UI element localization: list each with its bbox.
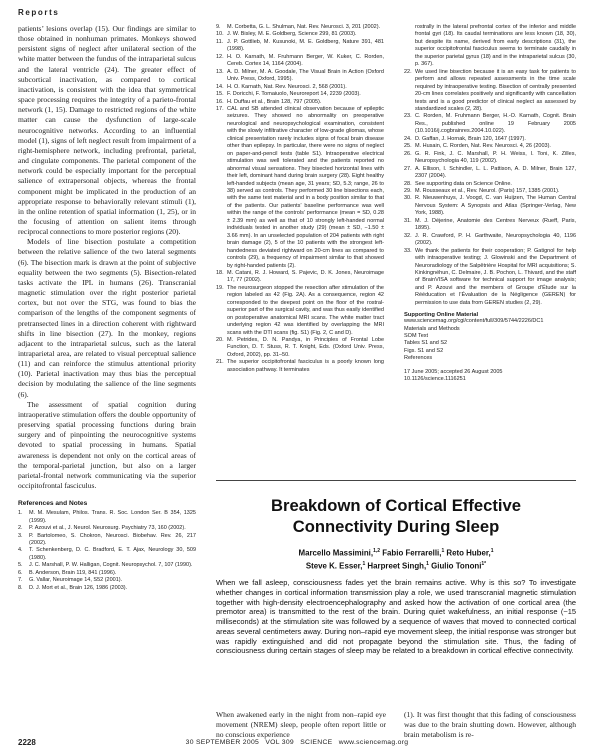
reference-text: G. R. Fink, J. C. Marshall, P. H. Weiss, I. Toni, K. Zilles, Neuropsychologia 40, 119 (2002). [415,150,576,165]
reference-number: 20. [216,337,224,344]
reference-number: 10. [216,31,224,38]
paragraph: (1). It was first thought that this fading of consciousness was due to the brain shutting down. However, although brain metabolism is re- [404,710,576,740]
reference-text: R. Nieuwenhuys, J. Voogd, C. van Huijzen, The Human Central Nervous System: A Synopsis and Atlas (Springer-Verlag, New York, 1988). [415,195,576,217]
reference-text: H. O. Karnath, Nat. Rev. Neurosci. 2, 568 (2001). [227,83,347,90]
reference-item [404,248,576,308]
middle-column [216,24,384,374]
author-name: Marcello Massimini, [298,548,374,558]
reference-text: CAL and SB attended clinical observation because of epileptic seizures. They showed no abnormality on preoperative neurological and neuropsychological examination, consistent with the slowly infiltrative character of low-grade gliomas, whose clinical presentation rarely includes signs of focal brain disease other than epilepsy. In particular, there were no signs of neglect on paper-and-pencil tests (table S1). Intraoperative electrical stimulation was well tolerated and the patients reported no abnormal visual sensations. They bisected horizontal lines with their left, dominant hand during brain surgery (28). Eight healthy left-handed subjects (mean age, 31 years; SD, 5.3; range, 26 to 38) served as controls. They performed 30 line bisections each, with the same test material and in a body position similar to that of the patients. Our patients’ baseline performance was well within the range of the controls’ performance (mean = SD, 0.28 ± 2.39 mm) as well as that of 10 strongly left-handed normal individuals tested in another study (29) (mean ± SD, −1.50 ± 3.66 mm). In an unselected population of 204 patients with right brain damage (2), 5 of the 10 patients with the strongest left-handedness deviated rightward on 20-cm lines as compared to controls (29), a frequency of impairment similar to that showed by right-handed patients (2). [227,105,384,269]
reference-number: 32. [404,232,412,239]
reference-item [216,39,384,54]
reference-number: 7. [18,577,23,584]
reference-number: 5. [18,562,23,569]
reference-text: J. P. Gottlieb, M. Kusunoki, M. E. Goldberg, Nature 391, 481 (1998). [227,38,384,53]
paragraph: When awakened early in the night from non–rapid eye movement (NREM) sleep, people often report little or no conscious experience [216,710,386,740]
reference-item [216,285,384,337]
author-name: Reto Huber, [444,548,491,558]
doi: 10.1126/science.1116251 [404,376,466,383]
title-line: Breakdown of Cortical Effective [271,496,521,515]
reference-text: J. W. Bisley, M. E. Goldberg, Science 299, 81 (2003). [227,31,357,38]
reference-number: 30. [404,195,412,202]
reference-item [216,31,384,38]
reference-item [216,270,384,285]
reference-number: 26. [404,150,412,157]
reference-number: 16. [216,98,224,105]
reference-item [216,84,384,91]
reference-text: M. Petrides, D. N. Pandya, in Principles of Frontal Lobe Function, D. T. Stuss, R. T. Knight, Eds. (Oxford Univ. Press, Oxford, 2002), pp. 31–50. [227,337,384,358]
received-info [404,369,576,384]
reference-number: 11. [216,38,224,45]
reference-number: 13. [216,68,224,75]
reference-text: M. M. Mesulam, Philos. Trans. R. Soc. London Ser. B 354, 1325 (1999). [29,510,196,524]
supporting-material-heading: Supporting Online Material [404,312,479,319]
reference-item [18,510,196,525]
author-name: Steve K. Esser, [305,561,363,571]
reference-text: M. Husain, C. Rorden, Nat. Rev. Neurosci. 4, 26 (2003). [415,143,551,150]
body-text [18,24,196,491]
reference-item [18,577,196,584]
reference-item [404,195,576,217]
paragraph: The assessment of spatial cognition during intraoperative stimulation offers the double opportunity of preserving spatial processing functions during brain surgery and of pinpointing the neurocognitive systems devoted to spatial processing in humans. Spatial awareness is dependent not only on the cortical areas of the temporal-parietal junction, but also on a larger parietal-frontal network communicating via the superior occipitofrontal fasciculus. [18,399,196,491]
paragraph: patients’ lesions overlap (15). Our findings are similar to those obtained in nonhuman primates. Monkeys showed persistent signs of neglect after unilateral section of the white matter between the fundus of the intraparietal sulcus and the lateral ventricle (24). The greater effect of subcortical inactivation, as compared to cortical inactivation, is consistent with the idea that symmetrical space processing requires the integrity of a parieto-frontal network (1, 15). Damage to restricted regions of the white matter can cause the dysfunction of large-scale neurocognitive networks. According to an influential model (1), signs of left neglect result from impairment of a right-hemisphere network, including prefrontal, parietal, and cingulate components. The parietal component of the network could be especially important for the perceptual salience of extrapersonal objects, whereas the frontal component might be implicated in the production of an appropriate response to behaviorally relevant stimuli (1), in the online retention of spatial information (1, 25), or in the focusing of attention on salient items through reciprocal connections to more posterior regions (20). [18,24,196,237]
author-name: Fabio Ferrarelli, [380,548,442,558]
supporting-material-item: Materials and Methods [404,325,460,332]
reference-item [18,547,196,562]
author-line [216,546,576,559]
reference-text: P. Bartolomeo, S. Chokron, Neurosci. Biobehav. Rev. 26, 217 (2002). [29,532,196,546]
reference-number: 23. [404,113,412,120]
author-affiliation: 1 [362,561,366,568]
reference-item [404,218,576,233]
author-affiliation: 1 [426,561,429,568]
reference-number: 3. [18,532,23,539]
reference-item [216,69,384,84]
author-name: Harpreet Singh, [365,561,427,571]
reference-item [404,69,576,114]
reference-text: C. Rorden, M. Fruhmann Berger, H.-O. Karnath, Cognit. Brain Res., published online 19 February 2005 (10.1016/j.cogbrainres.2004.10.022). [415,113,576,135]
reference-item [18,562,196,569]
reference-text: A. D. Milner, M. A. Goodale, The Visual Brain in Action (Oxford Univ. Press, Oxford, 1995). [227,68,384,83]
reference-number: 22. [404,68,412,75]
reference-text: G. Vallar, Neuroimage 14, S52 (2001). [29,577,123,584]
reference-number: 12. [216,53,224,60]
reference-item [404,166,576,181]
reference-item [404,113,576,135]
reference-text: T. Schenkenberg, D. C. Bradford, E. T. Ajax, Neurology 30, 509 (1980). [29,547,196,561]
supporting-material-link[interactable]: www.sciencemag.org/cgi/content/full/309/5744/2226/DC1 [404,318,544,325]
reference-text: The neurosurgeon stopped the resection after stimulation of the region labeled as 42 (Fig. 2A). As a consequence, region 42 corresponded to the deepest point on the floor of the rostral-superior part of the surgical cavity, and was thus easily identified on postoperative anatomical MRI scans. The white matter tract underlying region 42 was identified by overlapping the MRI scans with the DTI scans (fig. S1) (Fig. 2, C and D). [227,284,384,336]
author-affiliation: 1 [441,548,445,554]
reference-text: M. Rousseaux et al., Rev. Neurol. (Paris) 157, 1385 (2001). [415,187,560,194]
reference-item [18,533,196,548]
article-title [216,495,576,537]
reference-number: 18. [216,269,224,276]
reference-item [404,151,576,166]
reference-number: 4. [18,547,23,554]
author-affiliation: 1,2 [373,548,381,554]
reference-item [404,181,576,188]
reference-number: 27. [404,165,412,172]
journal-name: SCIENCE [300,739,333,746]
supporting-material-list [404,318,576,362]
reference-list [18,510,196,592]
reference-text: D. Gaffan, J. Hornak, Brain 120, 1647 (1997). [415,135,526,142]
reference-text: M. Corbetta, G. L. Shulman, Nat. Rev. Neurosci. 3, 201 (2002). [227,24,381,30]
supporting-material-item: SOM Text [404,333,429,340]
page-number: 2228 [18,738,36,747]
author-name: Giulio Tononi [428,561,482,571]
reference-text: H. Duffau et al., Brain 128, 797 (2005). [227,98,322,105]
reference-number: 25. [404,143,412,150]
reference-item [216,91,384,98]
author-line [216,559,576,572]
reference-item [216,24,384,31]
volume: VOL 309 [265,739,294,746]
reference-number: 33. [404,247,412,254]
reference-text: B. Anderson, Brain 119, 841 (1996). [29,569,117,576]
right-column [404,24,576,383]
reference-text: F. Doricchi, F. Tomaiuolo, Neuroreport 14, 2239 (2003). [227,91,361,98]
reference-item [404,188,576,195]
reference-text: The superior occipitofrontal fasciculus is a poorly known long association pathway. It terminates [227,359,384,373]
reference-number: 21. [216,359,224,366]
reference-item [216,337,384,359]
reference-item [404,143,576,150]
reference-item [216,99,384,106]
reference-text: H. O. Karnath, M. Fruhmann Berger, W. Kuker, C. Rorden, Cereb. Cortex 14, 1164 (2004). [227,53,384,68]
supporting-material-item: Tables S1 and S2 [404,340,448,347]
reference-number: 31. [404,217,412,224]
footer-info [18,739,576,746]
references-heading: References and Notes [18,500,88,508]
reference-text: M. J. Déjerine, Anatomie des Centres Nerveux (Rueff, Paris, 1895). [415,217,576,232]
reference-number: 19. [216,284,224,291]
reference-text: J. C. Marshall, P. W. Halligan, Cognit. Neuropsychol. 7, 107 (1990). [29,562,193,569]
paragraph: Models of line bisection postulate a competition between the relative salience of the two lateral segments (6). The bisection mark is drawn at the point of subjective equality between the two segments (5). Bisection-related tasks activate the IPL in humans (26). Transcranial magnetic stimulation over the right posterior parietal cortex, but not over the STG, was found to bias the comparison of the lengths of the component segments of pretransected lines in a direction coherent with rightward shifts in line bisection (27). In the monkey, regions adjacent to the intraparietal sulcus, such as the lateral intraparietal area, are related to visual perceptual salience (11) and can reinforce the stimulus attentional priority (10). Parietal inactivation may thus bias the perceptual decision by modulating the salience of the line segments (6). [18,237,196,399]
reference-number: 24. [404,135,412,142]
reference-number: 1. [18,510,23,517]
reference-text: P. Azouvi et al., J. Neurol. Neurosurg. Psychiatry 73, 160 (2002). [29,525,186,532]
reference-number: 9. [216,24,221,30]
reference-list [216,24,384,374]
reference-text: J. R. Crawford, P. H. Garthwaite, Neuropsychologia 40, 1196 (2002). [415,232,576,247]
reference-number: 6. [18,569,23,576]
reference-item [216,54,384,69]
reference-text: M. Catani, R. J. Howard, S. Pajevic, D. K. Jones, Neuroimage 17, 77 (2002). [227,269,384,284]
reference-item [404,233,576,248]
reference-item [18,585,196,592]
reference-item [216,106,384,270]
reference-item [404,136,576,143]
supporting-material-item: References [404,355,433,362]
reference-item [216,359,384,374]
reference-text: A. Ellison, I. Schindler, L. L. Pattison, A. D. Milner, Brain 127, 2307 (2004). [415,165,576,180]
reference-number: 29. [404,187,412,194]
left-column [18,24,196,592]
article-divider [216,480,576,481]
reference-number: 8. [18,584,23,591]
reference-text: D. J. Mort et al., Brain 126, 1986 (2003). [29,584,128,591]
reference-number: 2. [18,525,23,532]
reference-list [404,24,576,307]
reference-item [18,570,196,577]
reference-number: 28. [404,180,412,187]
reference-number: 14. [216,83,224,90]
issue-date: 30 SEPTEMBER 2005 [185,739,260,746]
reference-text: We used line bisection because it is an easy task for patients to perform and allows repeated assessments in the time scale required by intraoperative testing. Bisection of centrally presented 20-cm lines correlates positively and significantly with cancellation tests and is a good predictor of clinical neglect as assessed by standardized scales (2, 28). [415,68,576,112]
reference-number: 15. [216,91,224,98]
article-body-left [216,710,386,740]
author-affiliation: 1 [490,548,494,554]
received-date: 17 June 2005; accepted 26 August 2005 [404,368,503,375]
abstract: When we fall asleep, consciousness fades yet the brain remains active. Why is this so? To investigate whether changes in cortical information transmission play a role, we used transcranial magnetic stimulation together with high-density electroencephalography and asked how the activation of one cortical area (the premotor area) is transmitted to the rest of the brain. During quiet wakefulness, an initial response (~15 milliseconds) at the stimulation site was followed by a sequence of waves that moved to connected cortical areas several centimeters away. During non–rapid eye movement sleep, the initial response was stronger but was rapidly extinguished and did not propagate beyond the stimulation site. Thus, the fading of consciousness during certain stages of sleep may be related to a breakdown in cortical effective connectivity. [216,578,576,656]
reference-continuation [404,24,576,69]
reference-text: We thank the patients for their cooperation; P. Gatignol for help with intraoperative testing; J. Glowinski and the Department of Neuroradiology of the Salpêtrière Hospital for MRI acquisitions; S. Kinkingnéhun, C. Delmaire, J. B. Pochon, L. Thivard, and the staff of BrainVISA software for technical support for image analysis; and P. Azouvi and the members of Groupe d’Étude sur la Rééducation et l’Évaluation de la Négligence (GEREN) for permission to use data from GEREN studies (2, 29). [415,247,576,306]
article-body-right [404,710,576,740]
author-list [216,546,576,572]
reference-item [18,525,196,532]
section-label: Reports [18,8,60,17]
reference-number: 17. [216,105,224,112]
reference-text: See supporting data on Science Online. [415,180,512,187]
title-line: Connectivity During Sleep [292,517,500,536]
reference-text: rostrally in the lateral prefrontal cortex of the inferior and middle frontal gyri (18). Its caudal terminations are less known (18, 30), but despite its name, derived from early descriptions (31), the superior occipitofrontal fasciculus seems to terminate caudally in the superior parietal gyrus (18) and in the intraparietal sulcus (30, p. 367). [415,24,576,68]
journal-url[interactable]: www.sciencemag.org [338,739,409,746]
author-affiliation: 1* [481,561,487,568]
supporting-material-item: Figs. S1 and S2 [404,347,444,354]
